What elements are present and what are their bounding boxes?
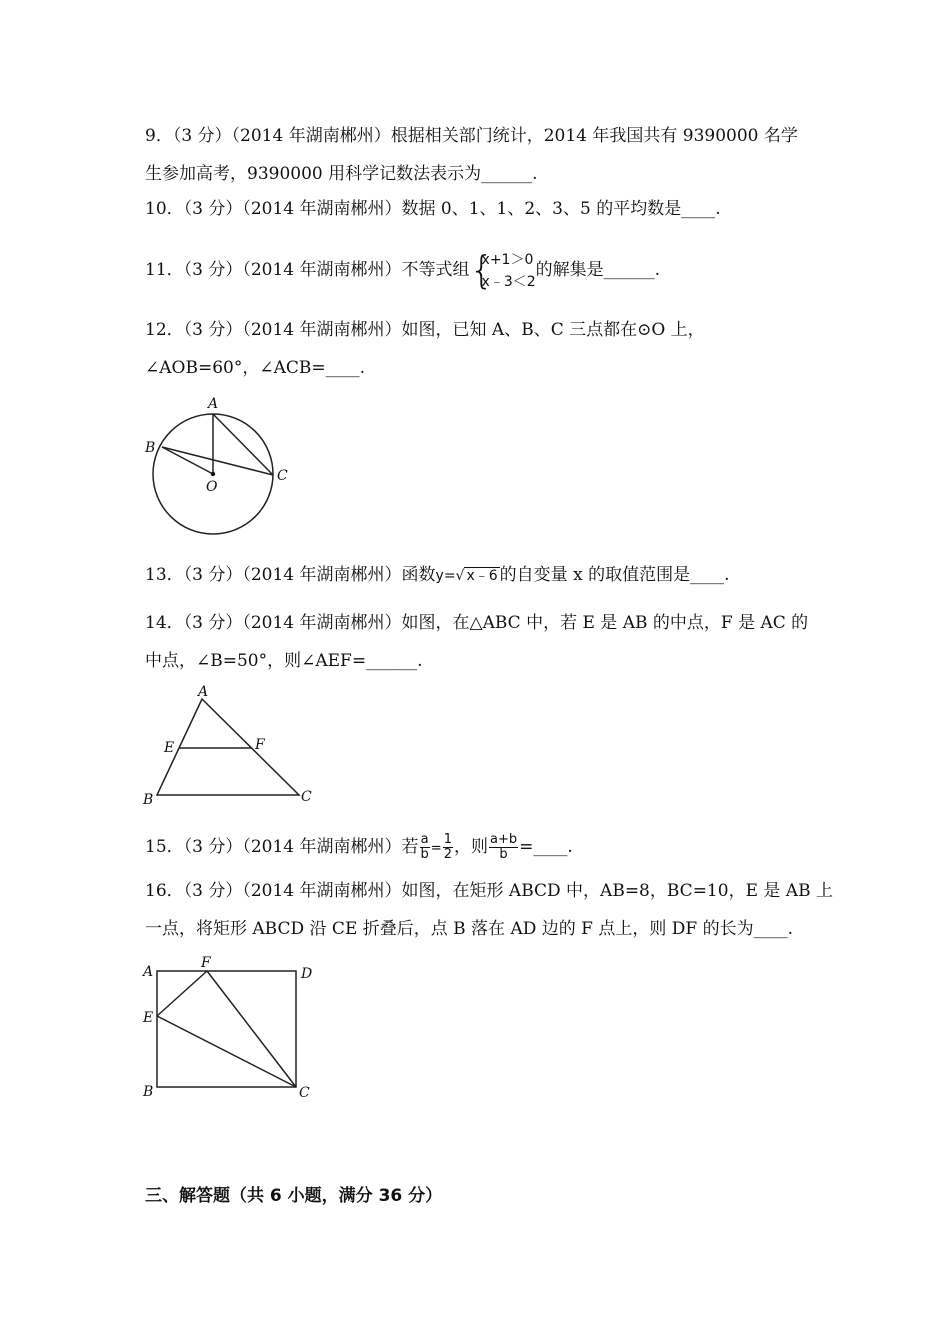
label-a: A xyxy=(208,396,219,412)
inequality-system xyxy=(470,249,536,293)
q15-prefix: 15．（3 分）（2014 年湖南郴州）若 xyxy=(145,837,419,857)
q11-suffix: 的解集是______. xyxy=(535,260,661,280)
q9-line1: 9．（3 分）（2014 年湖南郴州）根据相关部门统计，2014 年我国共有 9390000 名学 xyxy=(145,126,798,146)
q14-line1: 14．（3 分）（2014 年湖南郴州）如图，在△ABC 中，若 E 是 AB 的中点，F 是 AC 的 xyxy=(145,613,809,633)
q10-text: 10．（3 分）（2014 年湖南郴州）数据 0、1、1、2、3、5 的平均数是____. xyxy=(145,199,721,219)
q13-prefix: 13．（3 分）（2014 年湖南郴州）函数 xyxy=(145,565,436,585)
fraction-denominator: 2 xyxy=(443,847,452,862)
segment-ec xyxy=(157,1016,296,1087)
radicand: x﹣6 xyxy=(466,568,498,584)
label-b: B xyxy=(145,440,156,456)
label-o: O xyxy=(206,479,218,495)
function-expression xyxy=(436,567,500,584)
label-b: B xyxy=(143,1084,154,1100)
q12-line2: ∠AOB=60°，∠ACB=____. xyxy=(145,358,365,378)
fraction-numerator: 1 xyxy=(443,832,452,847)
triangle-abc xyxy=(157,699,299,795)
center-point xyxy=(211,472,215,476)
q11-prefix: 11．（3 分）（2014 年湖南郴州）不等式组 xyxy=(145,260,470,280)
label-a: A xyxy=(198,684,209,700)
inequality-2: x﹣3＜2 xyxy=(481,273,536,290)
label-a: A xyxy=(143,964,154,980)
label-e: E xyxy=(164,740,175,756)
fraction-denominator: b xyxy=(420,847,429,862)
label-c: C xyxy=(299,1085,310,1101)
fraction-a-over-b xyxy=(420,833,430,862)
q13-suffix: 的自变量 x 的取值范围是____. xyxy=(499,565,730,585)
fraction-denominator: b xyxy=(499,847,508,862)
rectangle-figure xyxy=(140,954,325,1102)
q11-text xyxy=(145,248,660,293)
rectangle-abcd xyxy=(157,971,296,1087)
segment-ef xyxy=(157,971,207,1016)
fraction-numerator: a+b xyxy=(489,832,518,847)
label-c: C xyxy=(301,789,312,805)
section-heading: 三、解答题（共 6 小题，满分 36 分） xyxy=(145,1186,443,1206)
q16-line2: 一点，将矩形 ABCD 沿 CE 折叠后，点 B 落在 AD 边的 F 点上，则 DF 的长为____. xyxy=(145,919,794,939)
label-d: D xyxy=(301,966,313,982)
function-lhs: y= xyxy=(435,568,456,584)
segment-ac xyxy=(213,414,273,475)
brace-icon: { xyxy=(469,247,494,292)
label-e: E xyxy=(143,1010,154,1026)
label-f: F xyxy=(255,737,265,753)
q15-text xyxy=(145,830,573,866)
circle-figure xyxy=(140,392,300,542)
q12-line1: 12．（3 分）（2014 年湖南郴州）如图，已知 A、B、C 三点都在⊙O 上， xyxy=(145,320,705,340)
q15-suffix: =____. xyxy=(519,837,573,857)
q14-line2: 中点，∠B=50°，则∠AEF=______. xyxy=(145,651,423,671)
label-b: B xyxy=(143,792,154,808)
segment-bc xyxy=(162,447,273,475)
equals-sign: = xyxy=(430,841,442,856)
fraction-numerator: a xyxy=(420,832,429,847)
label-c: C xyxy=(277,468,288,484)
triangle-figure xyxy=(140,682,320,810)
q13-text xyxy=(145,563,729,588)
fraction-one-half xyxy=(443,833,453,862)
segment-ob xyxy=(162,447,213,474)
fraction-a-plus-b-over-b xyxy=(489,833,518,862)
label-f: F xyxy=(201,955,211,971)
segment-fc xyxy=(207,971,296,1087)
inequality-1: x+1＞0 xyxy=(481,251,534,268)
q15-mid: ，则 xyxy=(453,837,488,857)
sqrt-icon: √ xyxy=(455,568,465,584)
q9-line2: 生参加高考，9390000 用科学记数法表示为______. xyxy=(145,164,538,184)
q16-line1: 16．（3 分）（2014 年湖南郴州）如图，在矩形 ABCD 中，AB=8，BC=10，E 是 AB 上 xyxy=(145,881,833,901)
